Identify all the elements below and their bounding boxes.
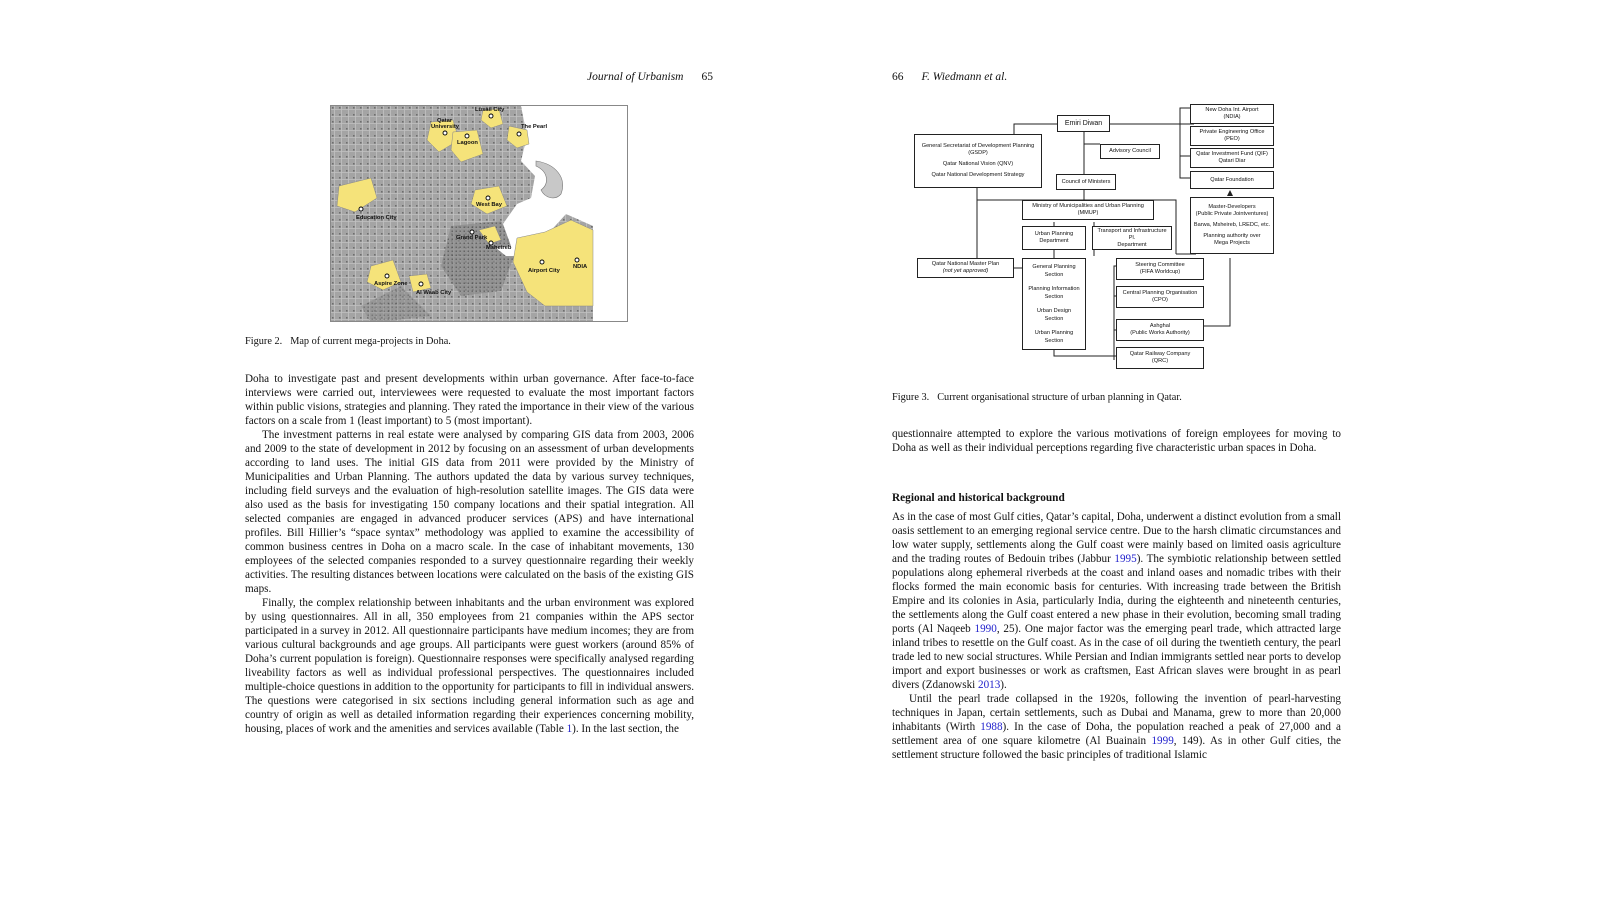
label-qatar-university-1: Qatar	[437, 118, 453, 124]
paragraph: Finally, the complex relationship between inhabitants and the urban environment was explored by using questionnaires. All in all, 350 employees from 21 companies within the APS sector participated in a survey in 2012. All questionnaire participants have medium incomes; they are from various cultural backgrounds and age groups. All participants were guest workers (around 85% of Doha’s current population is foreign). Questionnaire responses were specifically analysed regarding liveability factors as well as individual professional perspectives. The questionnaires included multiple-choice questions in addition to the opportunity for participants to fill in individual answers. The questions were categorised in six sections including general information such as age and country of origin as well as detailed information regarding their experiences concerning mobility, housing, places of work and the amenities and services available (Table 1). In the last section, the	[245, 597, 694, 735]
figure-2-caption	[245, 336, 451, 347]
citation-link[interactable]: 1988	[980, 721, 1003, 733]
left-body-text	[245, 372, 694, 736]
box-emiri-diwan: Emiri Diwan	[1057, 115, 1110, 132]
box-ashghal: Ashghal (Public Works Authority)	[1116, 319, 1204, 341]
box-gsdp: General Secretariat of Development Planning (GSDP) Qatar National Vision (QNV) Qatar National Development Strategy	[914, 134, 1042, 188]
box-steering-committee: Steering Committee (FIFA Worldcup)	[1116, 258, 1204, 280]
running-head-left	[587, 71, 713, 83]
box-qatar-national-master-plan: Qatar National Master Plan (not yet approved)	[917, 258, 1014, 278]
label-al-waab-city: Al Waab City	[416, 290, 452, 296]
citation-link[interactable]: 2013	[978, 679, 1001, 691]
label-airport-city: Airport City	[528, 268, 560, 274]
citation-link[interactable]: 1995	[1114, 553, 1137, 565]
doha-megaprojects-map	[330, 105, 628, 322]
box-mmup: Ministry of Municipalities and Urban Planning (MMUP)	[1022, 200, 1154, 220]
box-cpo: Central Planning Organisation (CPO)	[1116, 286, 1204, 308]
paragraph: As in the case of most Gulf cities, Qatar’s capital, Doha, underwent a distinct evolution from a small oasis settlement to an emerging regional service centre. Due to the harsh climatic circumstances and low water supply, settlements along the Gulf coast were mainly based on limited oasis agriculture and the trading routes of Bedouin tribes (Jabbur 1995). The symbiotic relationship between settled populations along ephemeral riverbeds at the coast and inland oases and nomadic tribes with their flocks formed the main economic basis for centuries. With increasing trade between the British Empire and its colonies in Asia, particularly India, during the eighteenth and nineteenth centuries, the settlements along the Gulf coast entered a new phase in their evolution, becoming small trading ports (Al Naqeeb 1990, 25). One major factor was the emerging pearl trade, which attracted large inland tribes to resettle on the Gulf coast. As in the case of oil during the twentieth century, the pearl trade led to new social structures. While Persian and Indian immigrants settled near ports to develop import and export businesses or work as craftsmen, East African slaves were brought in as pearl divers (Zdanowski 2013).	[892, 511, 1341, 691]
page-number-left: 65	[701, 71, 713, 83]
box-qatar-foundation: Qatar Foundation	[1190, 171, 1274, 189]
citation-link[interactable]: 1999	[1151, 735, 1174, 747]
org-structure-chart	[921, 104, 1310, 384]
map-graphic	[331, 106, 628, 322]
label-grand-park: Grand Park	[456, 235, 488, 241]
label-education-city: Education City	[356, 215, 397, 221]
label-aspire-zone: Aspire Zone	[374, 281, 408, 287]
figure-2-label: Figure 2.	[245, 336, 283, 347]
box-planning-sections: General Planning Section Planning Information Section Urban Design Section Urban Planning Section	[1022, 258, 1086, 350]
box-qatar-railway-company: Qatar Railway Company (QRC)	[1116, 347, 1204, 369]
box-ndia: New Doha Int. Airport (NDIA)	[1190, 104, 1274, 124]
journal-title: Journal of Urbanism	[587, 71, 684, 83]
label-lusail: Lusail City	[475, 107, 505, 113]
authors: F. Wiedmann et al.	[921, 71, 1008, 83]
box-peo: Private Engineering Office (PEO)	[1190, 126, 1274, 146]
box-qif: Qatar Investment Fund (QIF) Qatari Diar	[1190, 148, 1274, 168]
table-reference-link[interactable]: 1	[566, 723, 573, 735]
page-number-right: 66	[892, 71, 904, 83]
label-lagoon: Lagoon	[457, 140, 478, 146]
figure-3-label: Figure 3.	[892, 392, 930, 403]
box-urban-planning-department: Urban Planning Department	[1022, 226, 1086, 250]
box-advisory-council: Advisory Council	[1100, 144, 1160, 159]
paragraph: Doha to investigate past and present developments within urban governance. After face-to-face interviews were carried out, interviewees were requested to evaluate the most important factors within public visions, strategies and planning. They rated the importance in their view of the various factors on a scale from 1 (least important) to 5 (most important).	[245, 373, 694, 427]
label-ndia: NDIA	[573, 264, 588, 270]
box-master-developers: Master-Developers (Public Private Jointventures) Barwa, Msheireb, LREDC, etc. Planning authority over Mega Projects	[1190, 197, 1274, 254]
paragraph: questionnaire attempted to explore the various motivations of foreign employees for moving to Doha as well as their individual perceptions regarding five characteristic urban spaces in Doha.	[892, 428, 1341, 454]
label-pearl: The Pearl	[521, 124, 548, 130]
figure-2-text: Map of current mega-projects in Doha.	[290, 336, 451, 347]
paragraph: Until the pearl trade collapsed in the 1920s, following the invention of pearl-harvesting techniques in Japan, certain settlements, such as Dubai and Manama, grew to more than 20,000 inhabitants (Wirth 1988). In the case of Doha, the population reached a peak of 27,000 and a settlement area of one square kilometre (Al Buainain 1999, 149). As in other Gulf cities, the settlement structure followed the basic principles of traditional Islamic	[892, 693, 1341, 761]
paragraph: The investment patterns in real estate were analysed by comparing GIS data from 2003, 2006 and 2009 to the state of development in 2012 by focusing on an assessment of urban developments according to land uses. The initial GIS data from 2011 were provided by the Ministry of Municipalities and Urban Planning. The authors updated the data by various survey techniques, including field surveys and the evaluation of high-resolution satellite images. The GIS data were also used as the basis for investigating 150 company locations and their spatial integration. All selected companies are engaged in advanced producer services (APS) and have international profiles. Bill Hillier’s “space syntax” methodology was applied to examine the accessibility of common business centres in Doha on a macro scale. In the case of inhabitant movements, 130 employees of the selected companies responded to a survey questionnaire regarding their weekly activities. The resulting distances between locations were calculated on the basis of the existing GIS maps.	[245, 429, 694, 595]
box-council-of-ministers: Council of Ministers	[1056, 174, 1116, 190]
right-body-text-top	[892, 427, 1341, 455]
label-msheireb: Msheireb	[486, 245, 512, 251]
label-qatar-university-2: University	[431, 124, 460, 130]
figure-3-text: Current organisational structure of urban planning in Qatar.	[937, 392, 1182, 403]
right-body-text	[892, 510, 1341, 762]
box-transport-infrastructure-department: Transport and Infrastructure Pl. Department	[1092, 226, 1172, 250]
section-heading: Regional and historical background	[892, 492, 1065, 504]
running-head-right	[892, 71, 1007, 83]
label-west-bay: West Bay	[476, 202, 502, 208]
citation-link[interactable]: 1990	[974, 623, 997, 635]
figure-3-caption	[892, 392, 1182, 403]
